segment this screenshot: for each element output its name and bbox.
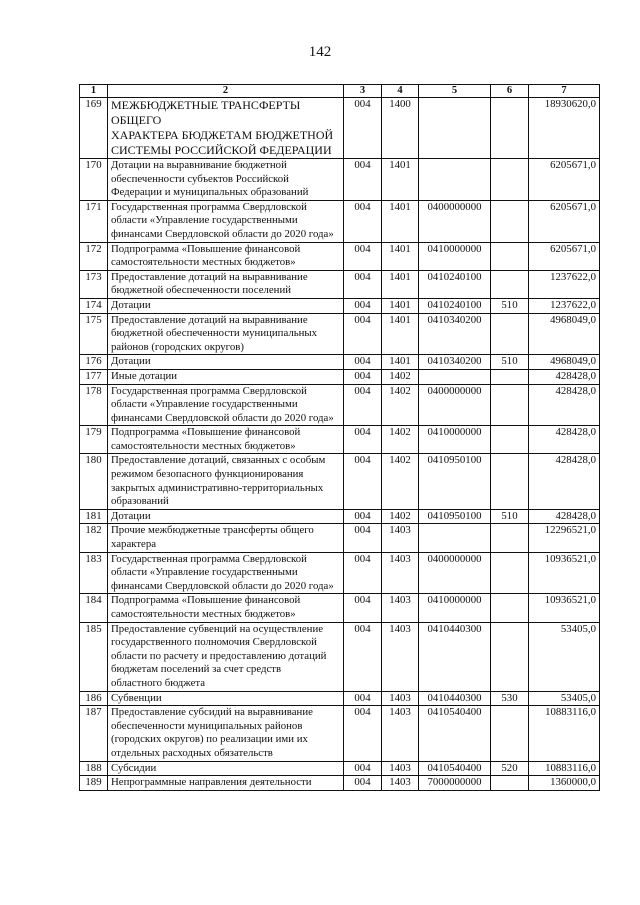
amount-cell: 53405,0 [529,622,600,691]
section-code-cell: 1401 [382,200,419,242]
description-cell: Предоставление дотаций на выравнивание бюджетной обеспеченности муниципальных районов (городских округов) [108,313,344,355]
section-code-cell: 1403 [382,622,419,691]
amount-cell: 4968049,0 [529,313,600,355]
table-row [80,594,600,622]
table-row [80,454,600,509]
target-article-cell [419,98,491,159]
ministry-code-cell: 004 [344,776,382,791]
row-number-cell: 189 [80,776,108,791]
amount-cell: 428428,0 [529,454,600,509]
table-row [80,552,600,594]
description-cell: Подпрограмма «Повышение финансовой самостоятельности местных бюджетов» [108,426,344,454]
expense-type-cell [491,776,529,791]
target-article-cell [419,159,491,201]
ministry-code-cell: 004 [344,270,382,298]
description-cell: Предоставление дотаций на выравнивание бюджетной обеспеченности поселений [108,270,344,298]
target-article-cell: 0410440300 [419,622,491,691]
col-header-5: 5 [419,85,491,98]
ministry-code-cell: 004 [344,691,382,706]
target-article-cell: 0400000000 [419,552,491,594]
target-article-cell: 0400000000 [419,384,491,426]
table-row [80,355,600,370]
expense-type-cell: 510 [491,298,529,313]
ministry-code-cell: 004 [344,200,382,242]
section-code-cell: 1403 [382,776,419,791]
table-row [80,270,600,298]
target-article-cell: 0400000000 [419,200,491,242]
header-row [80,85,600,98]
table-row [80,622,600,691]
ministry-code-cell: 004 [344,622,382,691]
ministry-code-cell: 004 [344,298,382,313]
target-article-cell [419,369,491,384]
expense-type-cell [491,200,529,242]
row-number-cell: 183 [80,552,108,594]
amount-cell: 1360000,0 [529,776,600,791]
expense-type-cell [491,552,529,594]
target-article-cell: 0410340200 [419,313,491,355]
col-header-4: 4 [382,85,419,98]
amount-cell: 18930620,0 [529,98,600,159]
row-number-cell: 173 [80,270,108,298]
table-row [80,761,600,776]
amount-cell: 1237622,0 [529,270,600,298]
row-number-cell: 176 [80,355,108,370]
row-number-cell: 174 [80,298,108,313]
table-row [80,384,600,426]
row-number-cell: 179 [80,426,108,454]
section-code-cell: 1402 [382,369,419,384]
row-number-cell: 175 [80,313,108,355]
ministry-code-cell: 004 [344,384,382,426]
amount-cell: 6205671,0 [529,242,600,270]
table-row [80,691,600,706]
ministry-code-cell: 004 [344,524,382,552]
row-number-cell: 180 [80,454,108,509]
target-article-cell: 0410000000 [419,242,491,270]
expense-type-cell: 520 [491,761,529,776]
section-code-cell: 1403 [382,761,419,776]
amount-cell: 53405,0 [529,691,600,706]
col-header-6: 6 [491,85,529,98]
col-header-2: 2 [108,85,344,98]
section-code-cell: 1403 [382,706,419,761]
amount-cell: 6205671,0 [529,159,600,201]
expense-type-cell: 510 [491,509,529,524]
section-code-cell: 1403 [382,691,419,706]
ministry-code-cell: 004 [344,552,382,594]
amount-cell: 10883116,0 [529,706,600,761]
description-cell: Подпрограмма «Повышение финансовой самостоятельности местных бюджетов» [108,242,344,270]
row-number-cell: 187 [80,706,108,761]
description-cell: Государственная программа Свердловской области «Управление государственными финансами Свердловской области до 2020 года» [108,552,344,594]
ministry-code-cell: 004 [344,454,382,509]
expense-type-cell [491,369,529,384]
amount-cell: 428428,0 [529,426,600,454]
ministry-code-cell: 004 [344,242,382,270]
row-number-cell: 178 [80,384,108,426]
target-article-cell: 0410000000 [419,426,491,454]
budget-table [79,84,600,791]
section-code-cell: 1401 [382,270,419,298]
description-cell: Дотации [108,298,344,313]
col-header-3: 3 [344,85,382,98]
expense-type-cell: 510 [491,355,529,370]
description-cell: Субвенции [108,691,344,706]
expense-type-cell [491,594,529,622]
expense-type-cell [491,159,529,201]
table-row [80,524,600,552]
ministry-code-cell: 004 [344,594,382,622]
row-number-cell: 182 [80,524,108,552]
row-number-cell: 188 [80,761,108,776]
table-row [80,776,600,791]
description-cell: Предоставление субсидий на выравнивание обеспеченности муниципальных районов (городских округов) по реализации ими их отдельных расходных обязательств [108,706,344,761]
section-code-cell: 1401 [382,159,419,201]
amount-cell: 6205671,0 [529,200,600,242]
section-code-cell: 1403 [382,524,419,552]
col-header-7: 7 [529,85,600,98]
section-code-cell: 1401 [382,313,419,355]
table-body [80,98,600,791]
expense-type-cell [491,270,529,298]
table-row [80,426,600,454]
row-number-cell: 185 [80,622,108,691]
row-number-cell: 172 [80,242,108,270]
amount-cell: 428428,0 [529,369,600,384]
table-row [80,98,600,159]
target-article-cell: 0410000000 [419,594,491,622]
section-code-cell: 1401 [382,355,419,370]
expense-type-cell [491,622,529,691]
expense-type-cell [491,426,529,454]
ministry-code-cell: 004 [344,159,382,201]
table-row [80,242,600,270]
description-cell: Государственная программа Свердловской области «Управление государственными финансами Свердловской области до 2020 года» [108,384,344,426]
section-code-cell: 1402 [382,384,419,426]
description-cell: Прочие межбюджетные трансферты общего характера [108,524,344,552]
section-code-cell: 1401 [382,242,419,270]
ministry-code-cell: 004 [344,98,382,159]
row-number-cell: 181 [80,509,108,524]
expense-type-cell [491,242,529,270]
amount-cell: 10936521,0 [529,552,600,594]
description-cell: Иные дотации [108,369,344,384]
description-cell: Дотации на выравнивание бюджетной обеспеченности субъектов Российской Федерации и муниципальных образований [108,159,344,201]
expense-type-cell [491,384,529,426]
section-code-cell: 1401 [382,298,419,313]
row-number-cell: 177 [80,369,108,384]
section-code-cell: 1403 [382,552,419,594]
row-number-cell: 169 [80,98,108,159]
target-article-cell: 0410340200 [419,355,491,370]
amount-cell: 428428,0 [529,384,600,426]
table-row [80,509,600,524]
ministry-code-cell: 004 [344,426,382,454]
ministry-code-cell: 004 [344,761,382,776]
expense-type-cell [491,313,529,355]
table-row [80,200,600,242]
row-number-cell: 170 [80,159,108,201]
amount-cell: 10936521,0 [529,594,600,622]
expense-type-cell [491,524,529,552]
table-row [80,313,600,355]
section-code-cell: 1402 [382,426,419,454]
expense-type-cell [491,454,529,509]
row-number-cell: 186 [80,691,108,706]
target-article-cell: 0410240100 [419,298,491,313]
ministry-code-cell: 004 [344,355,382,370]
target-article-cell: 0410240100 [419,270,491,298]
target-article-cell: 0410540400 [419,761,491,776]
ministry-code-cell: 004 [344,509,382,524]
description-cell: Непрограммные направления деятельности [108,776,344,791]
target-article-cell: 7000000000 [419,776,491,791]
section-code-cell: 1402 [382,454,419,509]
section-code-cell: 1403 [382,594,419,622]
section-code-cell: 1400 [382,98,419,159]
description-cell: Государственная программа Свердловской области «Управление государственными финансами Свердловской области до 2020 года» [108,200,344,242]
page-number: 142 [308,44,332,60]
amount-cell: 12296521,0 [529,524,600,552]
description-cell: Субсидии [108,761,344,776]
table-row [80,298,600,313]
ministry-code-cell: 004 [344,706,382,761]
ministry-code-cell: 004 [344,313,382,355]
target-article-cell: 0410950100 [419,454,491,509]
target-article-cell [419,524,491,552]
expense-type-cell [491,98,529,159]
ministry-code-cell: 004 [344,369,382,384]
expense-type-cell [491,706,529,761]
amount-cell: 1237622,0 [529,298,600,313]
description-cell: МЕЖБЮДЖЕТНЫЕ ТРАНСФЕРТЫ ОБЩЕГО ХАРАКТЕРА БЮДЖЕТАМ БЮДЖЕТНОЙ СИСТЕМЫ РОССИЙСКОЙ ФЕДЕРАЦИИ [108,98,344,159]
amount-cell: 428428,0 [529,509,600,524]
expense-type-cell: 530 [491,691,529,706]
target-article-cell: 0410440300 [419,691,491,706]
table-row [80,706,600,761]
target-article-cell: 0410950100 [419,509,491,524]
amount-cell: 4968049,0 [529,355,600,370]
description-cell: Дотации [108,355,344,370]
target-article-cell: 0410540400 [419,706,491,761]
amount-cell: 10883116,0 [529,761,600,776]
section-code-cell: 1402 [382,509,419,524]
description-cell: Подпрограмма «Повышение финансовой самостоятельности местных бюджетов» [108,594,344,622]
description-cell: Предоставление дотаций, связанных с особым режимом безопасного функционирования закрытых административно-территориальных образований [108,454,344,509]
description-cell: Предоставление субвенций на осуществление государственного полномочия Свердловской области по расчету и предоставлению дотаций бюджетам поселений за счет средств областного бюджета [108,622,344,691]
description-cell: Дотации [108,509,344,524]
row-number-cell: 171 [80,200,108,242]
table-row [80,159,600,201]
col-header-1: 1 [80,85,108,98]
table-row [80,369,600,384]
row-number-cell: 184 [80,594,108,622]
